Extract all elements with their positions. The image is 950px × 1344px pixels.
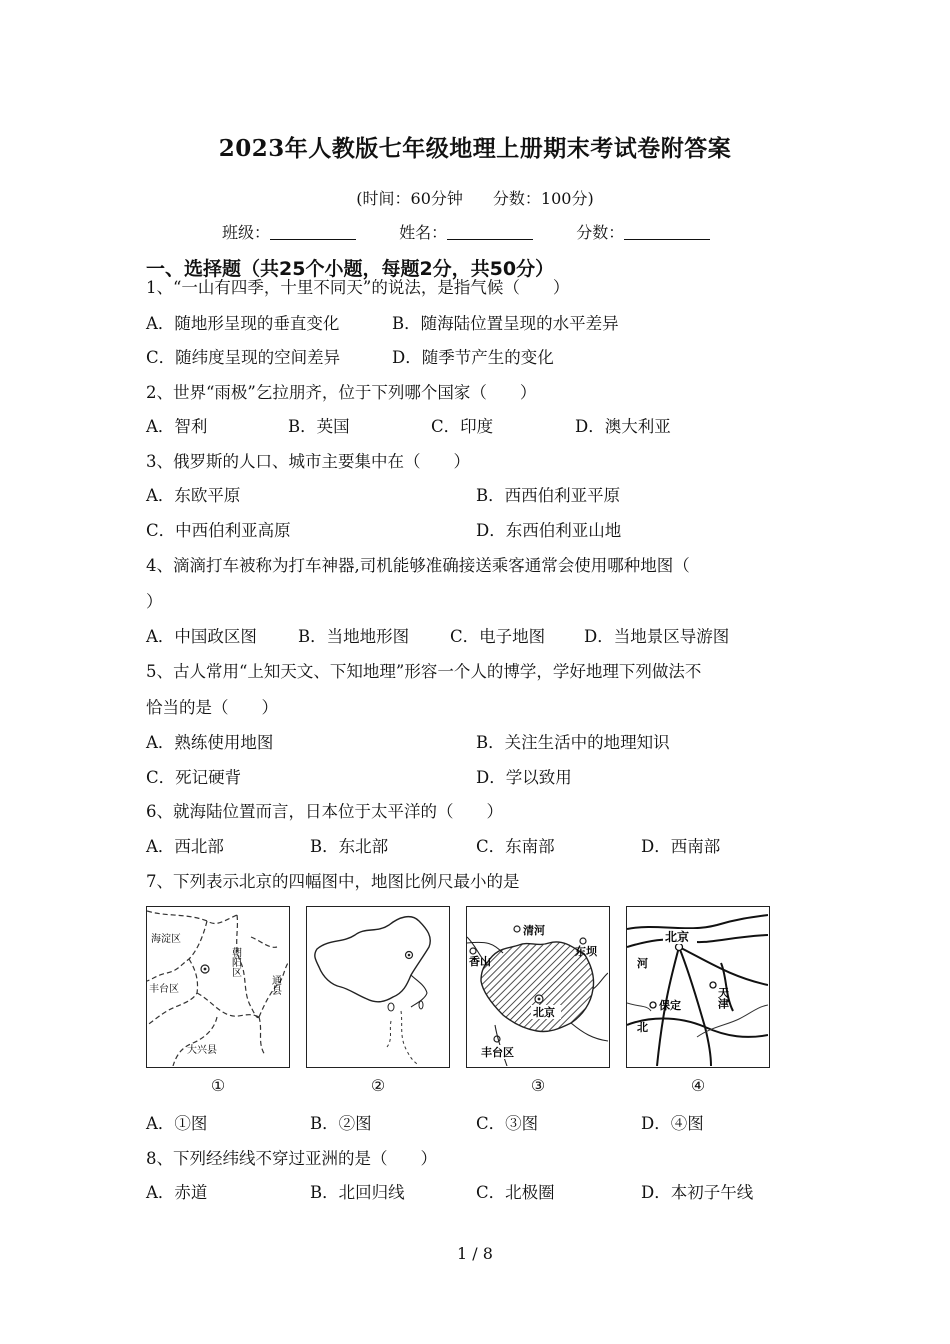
map-label: ① [210,1076,226,1095]
option: A．中国政区图 [146,627,257,646]
name-field [399,220,533,243]
option: B．②图 [310,1114,372,1133]
name-blank[interactable] [447,223,533,240]
option: C．死记硬背 [146,768,242,787]
score-blank[interactable] [624,223,710,240]
option: D．当地景区导游图 [584,627,730,646]
label-haidian: 海淀区 [151,934,181,945]
district-map-drawing [147,907,288,1066]
china-map-drawing [307,907,448,1066]
option: B．西西伯利亚平原 [476,486,621,505]
label-tianjin: 天津 [716,987,730,1009]
beijing-maps [146,906,776,1096]
option: D．西南部 [641,837,721,856]
option: B．关注生活中的地理知识 [476,733,670,752]
student-fields [222,220,748,243]
label-bei: 北 [637,1021,648,1034]
label-xiangshan: 香山 [469,955,491,968]
score-label: 分数： [576,223,625,242]
question-stem: 5、古人常用“上知天文、下知地理”形容一个人的博学，学好地理下列做法不 [146,662,702,681]
label-baoding: 保定 [659,999,681,1012]
question-stem: 4、滴滴打车被称为打车神器,司机能够准确接送乘客通常会使用哪种地图（ [146,556,690,575]
question-stem: 7、下列表示北京的四幅图中，地图比例尺最小的是 [146,872,520,891]
option: D．澳大利亚 [575,417,671,436]
option: D．学以致用 [476,768,572,787]
question-stem: 3、俄罗斯的人口、城市主要集中在（ ） [146,452,470,471]
score-field [576,220,710,243]
label-fengtai: 丰台区 [149,984,179,995]
option: C．东南部 [476,837,555,856]
name-label: 姓名： [399,223,448,242]
option: D．随季节产生的变化 [392,348,554,367]
label-dongba: 东坝 [575,945,597,958]
option: D．东西伯利亚山地 [476,521,622,540]
page-number: 1 / 8 [457,1244,493,1263]
option: A．赤道 [146,1183,208,1202]
map-label: ④ [690,1076,706,1095]
map-label: ③ [530,1076,546,1095]
option: A．①图 [146,1114,208,1133]
option: A．智利 [146,417,208,436]
label-daxing: 大兴县 [187,1045,217,1056]
region-map-drawing [627,907,768,1066]
option: D．本初子午线 [641,1183,754,1202]
label-fengtai-urban: 丰台区 [481,1046,514,1059]
option: A．东欧平原 [146,486,241,505]
option: C．中西伯利亚高原 [146,521,291,540]
page-title: 2023年人教版七年级地理上册期末考试卷附答案 [218,135,732,162]
label-tongxian: 通县 [269,975,281,995]
option: B．北回归线 [310,1183,405,1202]
question-stem: 2、世界“雨极”乞拉朋齐，位于下列哪个国家（ ） [146,383,537,402]
option: C．北极圈 [476,1183,555,1202]
class-field [222,220,356,243]
label-chaoyang-vertical: 朝阳区 [229,947,241,977]
question-stem: 6、就海陆位置而言，日本位于太平洋的（ ） [146,802,503,821]
option: C．印度 [431,417,494,436]
exam-time: (时间：60分钟 [356,189,463,208]
urban-map-drawing [467,907,608,1066]
exam-info [0,186,950,209]
option: B．东北部 [310,837,389,856]
question-stem: 8、下列经纬线不穿过亚洲的是（ ） [146,1149,437,1168]
label-qinghe: 清河 [523,924,545,937]
option: C．随纬度呈现的空间差异 [146,348,341,367]
map-district [146,906,290,1068]
option: C．③图 [476,1114,539,1133]
option: C．电子地图 [450,627,546,646]
question-stem-continued: 恰当的是（ ） [146,698,278,717]
exam-score: 分数：100分) [492,189,594,208]
label-he: 河 [637,957,648,970]
label-beijing: 北京 [533,1006,555,1019]
option: A．西北部 [146,837,224,856]
question-stem: 1、“一山有四季，十里不同天”的说法，是指气候（ ） [146,278,570,297]
option: B．当地地形图 [298,627,410,646]
map-region [626,906,770,1068]
section-title: 一、选择题（共25个小题，每题2分，共50分） [146,258,555,280]
option: D．④图 [641,1114,704,1133]
question-stem-continued: ） [146,592,163,611]
map-china [306,906,450,1068]
option: A．随地形呈现的垂直变化 [146,314,340,333]
option: B．随海陆位置呈现的水平差异 [392,314,619,333]
label-beijing-region: 北京 [665,930,690,944]
option: B．英国 [288,417,350,436]
option: A．熟练使用地图 [146,733,274,752]
map-label: ② [370,1076,386,1095]
class-label: 班级： [222,223,271,242]
class-blank[interactable] [270,223,356,240]
map-urban [466,906,610,1068]
